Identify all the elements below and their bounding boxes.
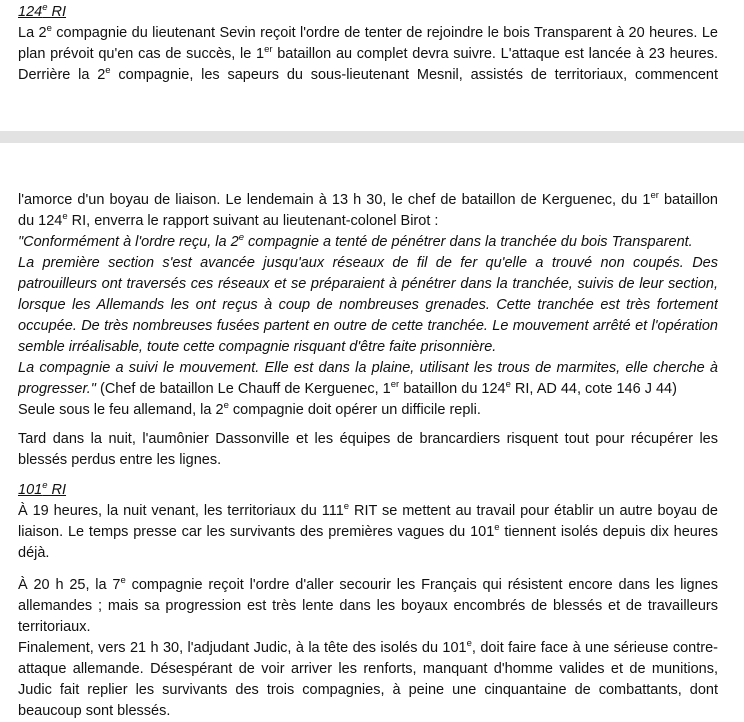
text-segment: attaque allemande. Désespérant de voir arriver les renforts, manquant d'homme valides et de munitions, xyxy=(18,661,718,677)
text-segment: déjà. xyxy=(18,545,50,561)
italic-text-segment: 101e RI xyxy=(18,480,67,498)
text-segment: liaison. Le temps presse car les survivants des premières vagues du 101e tiennent isolés depuis dix heures xyxy=(18,522,718,540)
text-segment: La 2e compagnie du lieutenant Sevin reçoit l'ordre de tenter de rejoindre le bois Transparent à 20 heures. Le xyxy=(18,23,718,41)
text-line xyxy=(18,337,718,358)
italic-text-segment: La première section s'est avancée jusqu'aux réseaux de fil de fer qu'elle a trouvé non coupés. Des xyxy=(18,255,718,271)
document-page-2 xyxy=(0,143,744,722)
superscript: e xyxy=(62,211,68,223)
superscript: e xyxy=(494,522,500,534)
text-segment: (Chef de bataillon Le Chauff de Kerguenec, 1er bataillon du 124e RI, AD 44, cote 146 J 44) xyxy=(99,379,677,397)
text-line xyxy=(18,379,718,400)
text-segment: Seule sous le feu allemand, la 2e compagnie doit opérer un difficile repli. xyxy=(18,400,481,418)
italic-text-segment: progresser." xyxy=(18,381,100,397)
text-segment: À 20 h 25, la 7e compagnie reçoit l'ordre d'aller secourir les Français qui résistent encore dans les lignes xyxy=(18,575,718,593)
superscript: e xyxy=(42,2,48,14)
superscript: e xyxy=(120,575,126,587)
text-segment: territoriaux. xyxy=(18,619,91,635)
text-segment: allemandes ; mais sa progression est très lente dans les boyaux encombrés de blessés et de travailleurs xyxy=(18,598,718,614)
superscript: e xyxy=(343,501,350,513)
text-line xyxy=(18,450,718,471)
superscript: er xyxy=(650,190,659,202)
document-page-1 xyxy=(0,0,744,131)
superscript: er xyxy=(264,44,273,56)
section-heading xyxy=(18,480,718,501)
italic-text-segment: "Conformément à l'ordre reçu, la 2e compagnie a tenté de pénétrer dans la tranchée du bois Transparent. xyxy=(18,232,693,250)
italic-text-segment: lorsque les Allemands les ont reçus à coup de nombreuses grenades. Cette tranchée est très fortement xyxy=(18,297,718,313)
superscript: e xyxy=(223,400,229,412)
section-heading xyxy=(18,2,718,23)
text-line xyxy=(18,638,718,659)
italic-text-segment: occupée. De très nombreuses fusées partent en outre de cette tranchée. Le mouvement arrêté et l'opération xyxy=(18,318,718,334)
text-segment: beaucoup sont blessés. xyxy=(18,703,171,719)
text-line xyxy=(18,501,718,522)
text-line xyxy=(18,701,718,722)
text-line xyxy=(18,596,718,617)
text-segment: Judic fait replier les survivants des trois compagnies, à peine une cinquantaine de combattants, dont xyxy=(18,682,718,698)
text-line xyxy=(18,295,718,316)
text-line xyxy=(18,232,718,253)
text-segment: blessés perdus entre les lignes. xyxy=(18,452,222,468)
text-line xyxy=(18,400,718,421)
text-segment: l'amorce d'un boyau de liaison. Le lendemain à 13 h 30, le chef de bataillon de Kerguenec, du 1er bataillon xyxy=(18,190,718,208)
text-line xyxy=(18,659,718,680)
italic-text-segment: patrouilleurs ont traversés ces réseaux et se préparaient à pénétrer dans la tranchée, suivis de leur section, xyxy=(18,276,718,292)
text-line xyxy=(18,190,718,211)
text-segment: Finalement, vers 21 h 30, l'adjudant Judic, à la tête des isolés du 101e, doit faire face à une sérieuse contre- xyxy=(18,638,718,656)
superscript: e xyxy=(105,65,111,77)
text-line xyxy=(18,274,718,295)
text-line xyxy=(18,316,718,337)
italic-text-segment: 124e RI xyxy=(18,2,67,20)
text-line xyxy=(18,65,718,86)
superscript: e xyxy=(238,232,244,244)
text-line xyxy=(18,358,718,379)
paragraph-gap xyxy=(18,471,718,480)
superscript: er xyxy=(390,379,400,391)
text-line xyxy=(18,680,718,701)
text-line xyxy=(18,253,718,274)
text-line xyxy=(18,44,718,65)
text-line xyxy=(18,617,718,638)
superscript: e xyxy=(42,480,48,492)
text-segment: Derrière la 2e compagnie, les sapeurs du sous-lieutenant Mesnil, assistés de territoriaux, commencent xyxy=(18,65,718,83)
text-segment: À 19 heures, la nuit venant, les territoriaux du 111e RIT se mettent au travail pour établir un autre boyau de xyxy=(18,501,718,519)
text-line xyxy=(18,429,718,450)
text-line xyxy=(18,23,718,44)
page-break-separator xyxy=(0,131,744,143)
text-line xyxy=(18,543,718,564)
text-segment: plan prévoit qu'en cas de succès, le 1er bataillon au complet devra suivre. L'attaque est lancée à 23 heures. xyxy=(18,44,718,62)
italic-text-segment: semble irréalisable, toute cette compagnie risquant d'être faite prisonnière. xyxy=(18,339,497,355)
paragraph-gap xyxy=(18,564,718,575)
text-line xyxy=(18,522,718,543)
superscript: e xyxy=(46,23,52,35)
paragraph-gap xyxy=(18,421,718,429)
superscript: e xyxy=(466,638,472,650)
text-line xyxy=(18,211,718,232)
text-segment: du 124e RI, enverra le rapport suivant au lieutenant-colonel Birot : xyxy=(18,211,439,229)
text-line xyxy=(18,575,718,596)
italic-text-segment: La compagnie a suivi le mouvement. Elle est dans la plaine, utilisant les trous de marmites, elle cherche à xyxy=(18,360,718,376)
superscript: e xyxy=(505,379,511,391)
text-segment: Tard dans la nuit, l'aumônier Dassonville et les équipes de brancardiers risquent tout pour récupérer les xyxy=(18,431,718,447)
